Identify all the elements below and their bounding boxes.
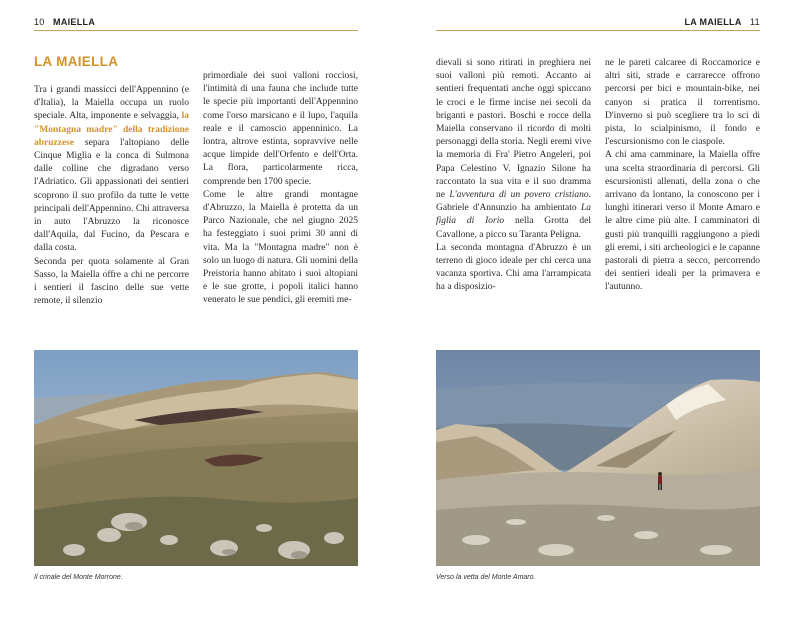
text-column-3: [436, 57, 591, 295]
book-title: La figlia di Iorio: [436, 203, 591, 227]
photo-monte-amaro: [436, 350, 760, 566]
paragraph: Come le altre grandi montagne d'Abruzzo, la Maiella è protetta da un Parco Nazionale, che nel giugno 2025 ha festeggiato i suoi primi 30 anni di vita. Ma la "Montagna madre" non è solo un luogo di natura. Gli uomini della Preistoria hanno abitato i suoi altopiani e le sue grotte, i popoli italici hanno venerato le sue pendici, gli eremiti me-: [203, 189, 358, 306]
paragraph: La seconda montagna d'Abruzzo è un terreno di gioco ideale per chi cerca una vacanza sportiva. Chi ama l'arrampicata ha a disposizio-: [436, 242, 591, 293]
paragraph: primordiale dei suoi valloni rocciosi, l'intimità di una fauna che include tutte le specie più importanti dell'Appennino come l'orso marsicano e il lupo, l'aquila reale e il camoscio appenninico. La lontra, altrove estinta, sopravvive nelle acque limpide dell'Orfento e dell'Orta. La flora, particolarmente ricca, comprende ben 1700 specie.: [203, 71, 358, 187]
paragraph: [436, 57, 591, 242]
paragraph: [34, 84, 189, 256]
text-run: separa l'altopiano delle Cinque Miglia e la conca di Sulmona dalle colline che digradano verso l'Adriatico. Gli appassionati dei sentieri scoprono il suo profilo da tutte le vette principali dell'Appennino. Chi attraversa in auto l'Abruzzo la riconosce dall'Aquila, dal Fucino, da Pescara e dalla costa.: [34, 137, 189, 254]
paragraph: Seconda per quota solamente al Gran Sasso, la Maiella offre a chi ne percorre i sentieri il fascino delle sue vette remote, il silenzio: [34, 256, 189, 307]
running-head-left: [34, 17, 95, 27]
header-rule-right: [436, 30, 760, 31]
landscape-illustration: [436, 350, 760, 566]
running-title-left: MAIELLA: [53, 17, 96, 27]
photo-caption-right: Verso la vetta del Monte Amaro.: [436, 574, 536, 581]
text-run: nella Grotta del Cavallone, a picco su Taranta Peligna.: [436, 216, 591, 240]
running-title-right: LA MAIELLA: [684, 17, 742, 27]
text-column-2: [203, 70, 358, 308]
text-run: dievali si sono ritirati in preghiera nei suoi valloni più remoti. Accanto ai sentieri frequentati anche oggi spiccano le croci e le firme incise nei secoli da briganti e pastori. Boschi e rocce della Maiella conservano il ricordo di molti personaggi della storia. Negli eremi vive la memoria di Fra' Pietro Angeleri, poi Papa Celestino V. Ignazio Silone ha raccontato la sua vita e il suo dramma ne: [436, 58, 591, 201]
book-title: L'avventura di un povero cristiano: [449, 190, 589, 201]
landscape-illustration: [34, 350, 358, 566]
text-run: . Gabriele d'Annunzio ha ambientato: [436, 190, 592, 214]
article-title: LA MAIELLA: [34, 54, 119, 69]
paragraph: A chi ama camminare, la Maiella offre una scelta straordinaria di percorsi. Gli escursionisti allenati, della zona o che arrivano da lontano, la conoscono per i lunghi itinerari verso il Monte Amaro e le altre cime più alte. I camminatori di gusti più tranquilli raggiungono a piedi gli eremi, i siti archeologici e le capanne pastorali di pietra a secco, percorrendo dei sentieri ideali per la primavera e l'autunno.: [605, 150, 760, 293]
highlight-phrase: la "Montagna madre" della tradizione abruzzese: [34, 111, 189, 148]
text-column-4: [605, 57, 760, 295]
text-column-1: [34, 84, 189, 308]
running-head-right: [684, 17, 760, 27]
paragraph: ne le pareti calcaree di Roccamorice e altri siti, strade e carrarecce offrono percorsi per bici e mountain-bike, nei canyon si pratica il torrentismo. D'inverno si può scegliere tra lo sci di pista, lo scialpinismo, il fondo e l'escursionismo con le ciaspole.: [605, 58, 760, 148]
page-number-right: 11: [750, 17, 760, 27]
page-number-left: 10: [34, 17, 45, 27]
photo-caption-left: Il crinale del Monte Morrone.: [34, 574, 123, 581]
photo-monte-morrone: [34, 350, 358, 566]
text-run: Tra i grandi massicci dell'Appennino (e d'Italia), la Maiella occupa un ruolo speciale. Alta, imponente e selvaggia,: [34, 85, 189, 122]
header-rule-left: [34, 30, 358, 31]
